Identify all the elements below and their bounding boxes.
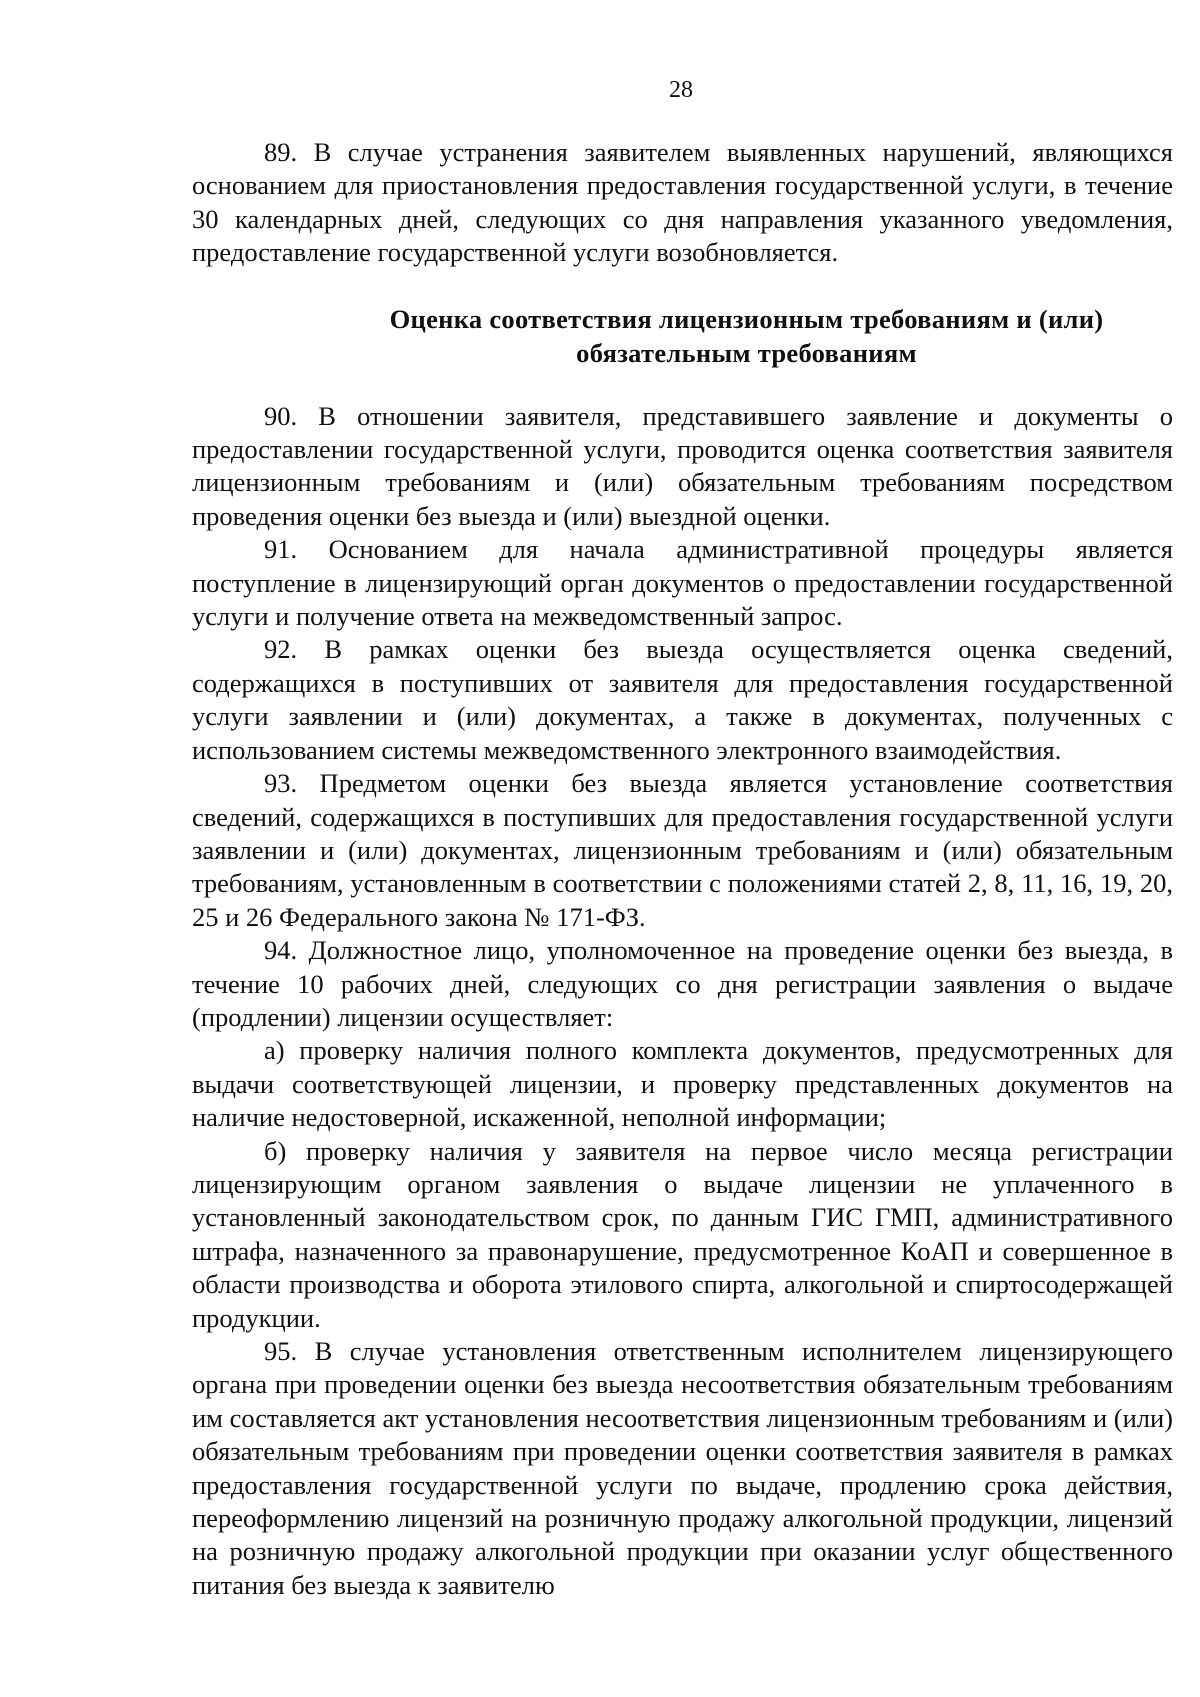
section-heading-line-1: Оценка соответствия лицензионным требованиям и (или) <box>389 303 1104 334</box>
page-number: 28 <box>669 77 693 103</box>
section-heading <box>192 302 1173 370</box>
paragraph-95: 95. В случае установления ответственным исполнителем лицензирующего органа при проведении оценки без выезда несоответствия обязательным требованиям им составляется акт установления несоответствия лицензионным требованиям и (или) обязательным требованиям при проведении оценки соответствия заявителя в рамках предоставления государственной услуги по выдаче, продлению срока действия, переоформлению лицензий на розничную продажу алкогольной продукции, лицензий на розничную продажу алкогольной продукции при оказании услуг общественного питания без выезда к заявителю <box>192 1336 1173 1600</box>
paragraph-89: 89. В случае устранения заявителем выявленных нарушений, являющихся основанием для приостановления предоставления государственной услуги, в течение 30 календарных дней, следующих со дня направления указанного уведомления, предоставление государственной услуги возобновляется. <box>192 137 1173 268</box>
paragraph-93: 93. Предметом оценки без выезда является установление соответствия сведений, содержащихся в поступивших для предоставления государственной услуги заявлении и (или) документах, лицензионным требованиям и (или) обязательным требованиям, установленным в соответствии с положениями статей 2, 8, 11, 16, 19, 20, 25 и 26 Федерального закона № 171-ФЗ. <box>192 768 1173 932</box>
paragraph-90: 90. В отношении заявителя, представившего заявление и документы о предоставлении государственной услуги, проводится оценка соответствия заявителя лицензионным требованиям и (или) обязательным требованиям посредством проведения оценки без выезда и (или) выездной оценки. <box>192 400 1173 531</box>
paragraph-94-b: б) проверку наличия у заявителя на первое число месяца регистрации лицензирующим органом заявления о выдаче лицензии не уплаченного в установленный законодательством срок, по данным ГИС ГМП, административного штрафа, назначенного за правонарушение, предусмотренное КоАП и совершенное в области производства и оборота этилового спирта, алкогольной и спиртосодержащей продукции. <box>192 1135 1173 1333</box>
document-body <box>192 136 1173 1602</box>
section-heading-line-2: обязательным требованиям <box>576 337 917 368</box>
paragraph-94: 94. Должностное лицо, уполномоченное на проведение оценки без выезда, в течение 10 рабочих дней, следующих со дня регистрации заявления о выдаче (продлении) лицензии осуществляет: <box>192 935 1173 1032</box>
paragraph-94-a: а) проверку наличия полного комплекта документов, предусмотренных для выдачи соответствующей лицензии, и проверку представленных документов на наличие недостоверной, искаженной, неполной информации; <box>192 1035 1173 1133</box>
paragraph-92: 92. В рамках оценки без выезда осуществляется оценка сведений, содержащихся в поступивших от заявителя для предоставления государственной услуги заявлении и (или) документах, а также в документах, полученных с использованием системы межведомственного электронного взаимодействия. <box>192 634 1173 765</box>
paragraph-91: 91. Основанием для начала административной процедуры является поступление в лицензирующий орган документов о предоставлении государственной услуги и получение ответа на межведомственный запрос. <box>192 534 1173 632</box>
